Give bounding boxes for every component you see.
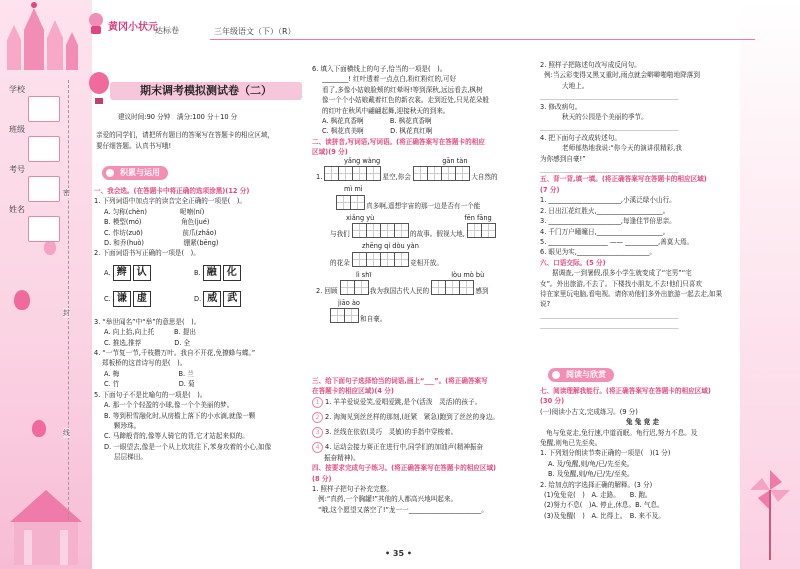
question-text: 1. 羊羊爱说爱笑,爱唱爱跳,是个(活泼 灵活)的孩子。 bbox=[325, 397, 482, 406]
passage-text: 待在家里玩电脑,看电视。请你劝他们多外出旅游一起去走,如果 bbox=[540, 289, 723, 298]
middle-questions bbox=[312, 376, 534, 515]
circle-number: 4 bbox=[312, 442, 323, 453]
answer-line[interactable]: __________________________________________ bbox=[540, 321, 679, 330]
section-banner: 积累与运用 bbox=[102, 166, 168, 180]
hot-air-balloon-icon bbox=[88, 72, 110, 104]
option-text: A. 那一个个轻盈的小球,像一个个美丽的梦。 bbox=[104, 401, 234, 410]
exam-no-label: 考号 bbox=[9, 165, 25, 174]
question-heading: 一、我会选。(在答题卡中将正确的选项涂黑)(12 分) bbox=[94, 187, 250, 195]
word-option[interactable]: B. 融 化 bbox=[194, 265, 243, 281]
text: 的故事。假视大地, bbox=[410, 230, 465, 239]
question-text: 4. 运动会接力赛正在进行中,同学们的加油声(精神振奋 bbox=[325, 442, 484, 451]
word-box-options bbox=[94, 259, 306, 317]
text: 和自豪。 bbox=[360, 315, 387, 324]
question-text: 1. ______________________,小溪泛绿小山行。 bbox=[540, 196, 676, 205]
question-heading: 七、阅读理解我能行。(将正确答案写在答题卡的相应区域) bbox=[540, 387, 711, 395]
pinyin: mì mì bbox=[344, 185, 363, 194]
option-text: C. 推选,推荐 D. 全 bbox=[104, 338, 191, 347]
question-text: 5. 下面句子不是比喻句的一项是( )。 bbox=[94, 390, 207, 399]
header-divider bbox=[210, 39, 755, 40]
question-text: 3. 丝线在依依(灵巧 灵敏)的手指中穿梭着。 bbox=[325, 427, 458, 436]
name-field[interactable] bbox=[28, 216, 60, 242]
pinwheel-icon bbox=[750, 470, 790, 560]
option-text: B. 等到积雪融化时,从房檐上落下的小水滴,就像一颗 bbox=[104, 411, 256, 420]
text: 竞相开放。 bbox=[410, 258, 443, 267]
answer-line[interactable]: __________________________________________ bbox=[540, 123, 679, 132]
question-heading: 六、口语交际。(5 分) bbox=[540, 258, 606, 267]
question-text: 3. 修改病句。 bbox=[540, 102, 582, 111]
option-text: A. 及/兔醒,则/龟/已/先至矣。 bbox=[548, 459, 634, 468]
write-grid[interactable] bbox=[431, 280, 473, 302]
section-banner: 阅读与欣赏 bbox=[548, 368, 614, 382]
option-text: C. 作坊(zuō) 前爪(zhǎo) bbox=[104, 228, 217, 237]
seal-char: 封 bbox=[63, 309, 70, 317]
text: 星空,你会 bbox=[382, 173, 411, 182]
left-column bbox=[96, 112, 306, 151]
class-label: 班级 bbox=[9, 125, 25, 134]
option-text: A. 枫花真香啊 B. 枫花真香啊 bbox=[322, 117, 432, 126]
option-text: A. 向上抬,向上托 B. 提出 bbox=[104, 328, 196, 337]
seal-char: 密 bbox=[63, 189, 70, 197]
passage-text: 说? bbox=[540, 300, 551, 309]
question-text: 老师郁热地我说:“你今天的演讲很精彩,我 bbox=[562, 144, 682, 153]
castle-icon bbox=[2, 0, 88, 70]
answer-line[interactable]: __________________________________________ bbox=[540, 165, 679, 174]
right-column bbox=[540, 60, 745, 331]
school-field[interactable] bbox=[28, 96, 60, 122]
write-grid[interactable] bbox=[413, 166, 469, 188]
name-label: 姓名 bbox=[9, 205, 25, 214]
seal-line bbox=[68, 80, 69, 520]
question-text: 秋天的公园是个美丽的季节。 bbox=[562, 113, 648, 122]
question-text: 4. “一节复一节,千枝攒万叶。我自不开花,免撩蜂与蝶。” bbox=[94, 349, 256, 358]
question-text: 2. 照样子把陈述句改写成反问句。 bbox=[540, 61, 641, 69]
question-text: 振奋精神)。 bbox=[324, 453, 360, 462]
question-text: 2. 下面词语书写正确的一项是( )。 bbox=[94, 249, 200, 258]
balloon-icon bbox=[32, 420, 46, 437]
question-heading: 五、背一背,填一填。(将正确答案写在答题卡的相应区域) bbox=[540, 175, 707, 184]
option-text: C. 马蹄般青的,像等人骑它的背,它才站起来似的。 bbox=[104, 432, 249, 441]
question-text: 郑板桥的这首诗写的是( )。 bbox=[102, 359, 187, 368]
question-text: 3. “举世闻名”中“举”的意思是( )。 bbox=[94, 317, 201, 326]
text: ,我为我国古代人民的 bbox=[367, 287, 430, 296]
option-text: (3)及兔醒( ) A. 比得上。 B. 来不及。 bbox=[544, 511, 665, 520]
pinyin-section: yǎng wàng gān tàn 1. 星空,你会 大自然的 mì mì 真多啊,遥想宇宙的那一边是否有一个能 xiǎng yù fēn fāng 与我们 的故事。假视大地, zhēng qí dòu yàn 的花朵 竞相开放。 lì shī lòu mò bù 2. 回顾 ,我为我国古代人民的 感到 jiāo ào 和自豪。 bbox=[316, 156, 538, 326]
option-text: 颗珍珠。 bbox=[114, 421, 141, 430]
circle-number: 3 bbox=[312, 427, 323, 438]
circle-number: 2 bbox=[312, 412, 323, 423]
seal-char: 线 bbox=[63, 429, 70, 437]
question-text: 1. 照样子把句子补充完整。 bbox=[312, 485, 393, 494]
pinyin: xiǎng yù bbox=[346, 213, 375, 222]
page-number: • 35 • bbox=[385, 549, 412, 558]
question-text: 2. 给加点的字选择正确的解释。(3 分) bbox=[540, 480, 653, 489]
question-text: 1. 下列词语中加点字的读音完全正确的一项是( )。 bbox=[94, 197, 246, 206]
option-text: A. 梅 B. 兰 bbox=[104, 369, 194, 378]
question-heading: 四、按要求完成句子练习。(将正确答案写在答题卡的相应区域) bbox=[312, 464, 497, 473]
option-text: B. 模型(mó) 角色(jué) bbox=[104, 218, 210, 227]
question-heading: (7 分) bbox=[540, 185, 560, 194]
exam-no-field[interactable] bbox=[28, 176, 60, 202]
reading-section bbox=[540, 386, 745, 521]
passage-text: 女”。外出旅游,不去了。下楼找小朋友,不去!他们只喜欢 bbox=[540, 279, 702, 288]
circle-number: 1 bbox=[312, 397, 323, 408]
exam-title: 期末调考模拟测试卷（二） bbox=[110, 82, 302, 100]
question-text: 6. 填入下面横线上的句子,恰当的一项是( )。 bbox=[312, 65, 447, 73]
passage-text: 兔醒,则龟已先至矣。 bbox=[540, 439, 602, 448]
pinyin: lì shī bbox=[356, 270, 372, 279]
question-heading: 二、读拼音,写词语,写词语。(将正确答案写在答题卡的相应 bbox=[312, 137, 485, 146]
question-text: 4. 千门万户曈曈日,____________________。 bbox=[540, 227, 670, 236]
intro-line: 要仔细答题。认真书写哦! bbox=[96, 141, 172, 150]
left-questions bbox=[94, 186, 306, 463]
question-text: 6. 眼见为实,______________________。 bbox=[540, 248, 656, 257]
question-heading: (30 分) bbox=[540, 397, 565, 406]
passage-title: 兔 兔 竞 走 bbox=[625, 418, 660, 427]
class-field[interactable] bbox=[28, 136, 60, 162]
question-text: “哦,这个愿望又落空了!”龙一一______________________。 bbox=[318, 505, 488, 514]
passage-text: 据调查,一到暑假,很多小学生就变成了“宅男”“宅 bbox=[552, 269, 692, 278]
question-text: 2. 淘淘见到丝丝样的那刻,(赶紧 紧急)跑到了丝丝的身边。 bbox=[325, 412, 499, 421]
question-heading: 在答题卡的相应区域)(4 分) bbox=[312, 387, 394, 396]
passage-text: 看了,多像小姑娘脸颊的红晕呀!等到深秋,远远看去,枫树 bbox=[322, 85, 483, 94]
answer-line[interactable]: __________________________________________ bbox=[540, 310, 679, 319]
option-text: (1)兔兔竞( ) A. 走路。 B. 跑。 bbox=[544, 491, 652, 500]
question-heading: 三、给下面句子选择恰当的词语,画上“___”。(将正确答案写 bbox=[312, 377, 488, 385]
option-text: (2)努力不息( )A. 停止,休息。B. 气息。 bbox=[544, 501, 664, 510]
question-text: 例:“真药,一个胸罐!”其他的人都高兴地叫起来。 bbox=[318, 495, 458, 504]
option-text: C. 竹 D. 菊 bbox=[104, 380, 195, 389]
pinyin: jiāo ào bbox=[338, 299, 360, 308]
question-heading: (8 分) bbox=[312, 474, 332, 483]
balloon-icon bbox=[14, 290, 30, 310]
pinyin: lòu mò bù bbox=[451, 270, 485, 279]
text: 与我们 bbox=[330, 230, 350, 239]
option-text: A. 匀称(chèn) 呢喃(ní) bbox=[104, 207, 205, 216]
carousel-icon bbox=[4, 470, 88, 565]
option-text: 层层梯田。 bbox=[114, 453, 147, 462]
question-text: 例:当云彩变得又黑又重时,雨点就会噼噼啪啪地降落到 bbox=[544, 71, 700, 80]
question-text: 大地上。 bbox=[562, 81, 589, 90]
option-text: D. 一眼望去,像是一个从上坎坑往下,苯身攻着的小心,如像 bbox=[104, 442, 272, 451]
balloon-icon bbox=[44, 240, 56, 255]
write-grid[interactable] bbox=[467, 223, 495, 245]
word-option[interactable]: C. 谦 虚 bbox=[104, 291, 153, 307]
intro-line: 亲爱的同学们，请把所有题目的答案写在答题卡的相应区域， bbox=[96, 131, 275, 140]
text: 回顾 bbox=[324, 287, 338, 296]
text: 感到 bbox=[475, 287, 489, 296]
exam-meta: 建议时间:90 分钟 满分:100 分＋10 分 bbox=[118, 113, 238, 121]
pinyin: yǎng wàng bbox=[344, 157, 381, 165]
question-text: 5. __________________ —— __________,善莫大焉。 bbox=[540, 237, 694, 246]
logo-subtitle: 达标卷 bbox=[155, 26, 179, 35]
passage-text: 龟与兔竞走,兔行速,中道而眠。龟行迟,努力不息。及 bbox=[546, 428, 698, 437]
option-text: D. 和乔(huò) 绷紧(bēng) bbox=[104, 239, 219, 248]
question-text: 1. 下列划分朗读节奏正确的一项是( )(1 分) bbox=[540, 449, 671, 458]
text: 的花朵 bbox=[330, 258, 350, 267]
text: 大自然的 bbox=[471, 173, 498, 182]
pinyin: zhēng qí dòu yàn bbox=[362, 242, 419, 251]
word-option[interactable]: D. 威 武 bbox=[194, 291, 243, 307]
option-text: C. 枫花真美啊 D. 枫花真红啊 bbox=[322, 127, 433, 136]
right-decoration bbox=[740, 0, 800, 569]
pinyin: fēn fāng bbox=[464, 213, 492, 222]
question-text: 4. 把下面句子改成转述句。 bbox=[540, 133, 621, 142]
logo-icon bbox=[86, 12, 106, 34]
passage-text: 的红叶在秋风中翩翩起舞,迎接秋天的到来。 bbox=[322, 106, 450, 115]
option-text: B. 及兔醒,则/龟/已/先/至矣。 bbox=[548, 470, 634, 479]
grade-title: 三年级语文（下）（R） bbox=[214, 27, 296, 36]
passage-text: ________! 红叶透着一点点白,粉红粉红的,可好 bbox=[322, 75, 457, 84]
middle-column bbox=[312, 64, 534, 158]
question-text: 3. ______________________,每逢佳节倍思亲。 bbox=[540, 217, 676, 226]
text: 真多啊,遥想宇宙的那一边是否有一个能 bbox=[366, 201, 481, 210]
school-label: 学校 bbox=[9, 85, 25, 94]
pinyin: gān tàn bbox=[442, 157, 468, 165]
question-text: 为你感到自豪!” bbox=[540, 154, 586, 163]
question-text: 2. 日出江花红胜火,____________________。 bbox=[540, 206, 670, 215]
passage-text: 像一个个小姑娘戴着红色的新衣裳。走到近处,只见花朵般 bbox=[322, 96, 489, 105]
question-heading: 区域)(9 分) bbox=[312, 148, 348, 157]
logo-text: 黄冈小状元 bbox=[108, 22, 158, 33]
word-option[interactable]: A. 辫 认 bbox=[104, 265, 153, 281]
question-text: (一)阅读小古文,完成练习。(9 分) bbox=[540, 407, 638, 416]
write-grid[interactable] bbox=[330, 308, 358, 330]
answer-line[interactable]: __________________________________________ bbox=[540, 92, 679, 101]
